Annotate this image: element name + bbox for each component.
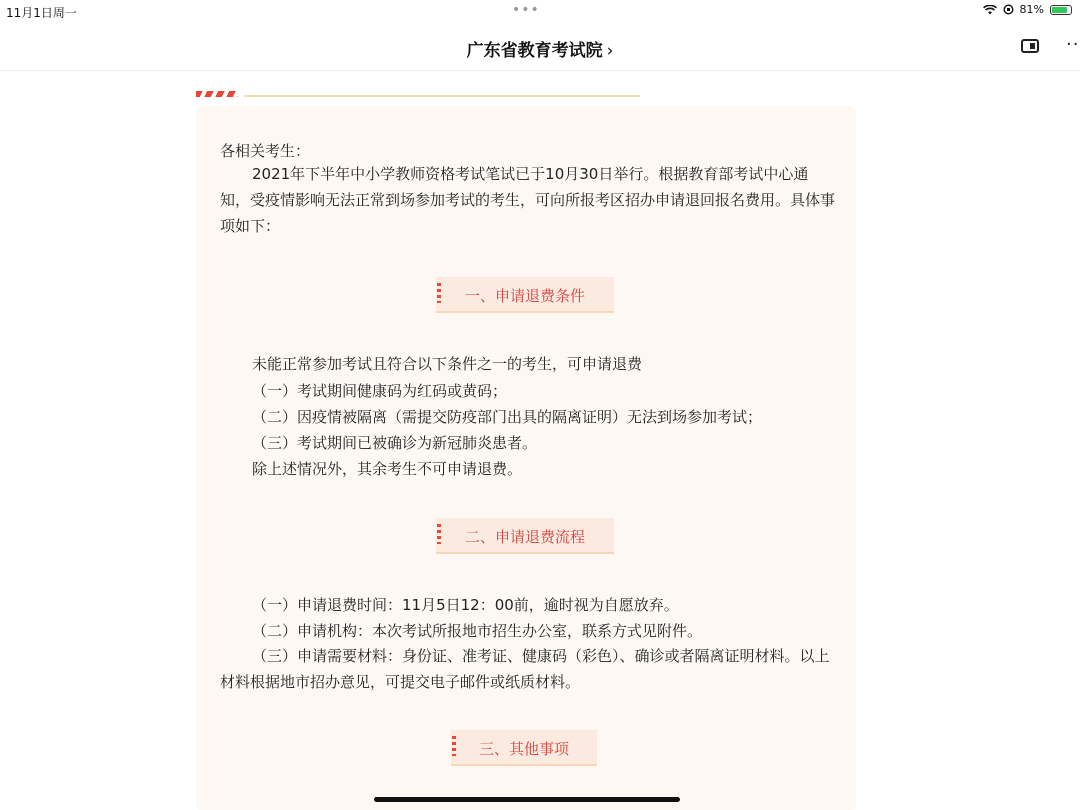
battery-percent: 81%: [1019, 3, 1044, 16]
page-title[interactable]: [0, 36, 1080, 61]
greeting: 各相关考生：: [220, 142, 311, 160]
home-indicator[interactable]: [374, 797, 680, 802]
section-title: 二、申请退费流程: [464, 528, 585, 546]
more-icon[interactable]: ··: [1066, 34, 1080, 55]
list-item: （二）申请机构：本次考试所报地市招生办公室，联系方式见附件。: [252, 622, 703, 640]
section-title: 三、其他事项: [478, 740, 569, 758]
nav-bar: [0, 24, 1080, 71]
multitasking-dots[interactable]: •••: [512, 2, 540, 18]
wifi-icon: [983, 5, 997, 15]
stripe-decoration: [196, 91, 238, 97]
conditions-closing: 除上述情况外，其余考生不可申请退费。: [252, 460, 523, 478]
list-item: （一）申请退费时间：11月5日12：00前，逾时视为自愿放弃。: [252, 596, 679, 614]
status-right: [983, 3, 1072, 16]
list-item: （二）因疫情被隔离（需提交防疫部门出具的隔离证明）无法到场参加考试；: [252, 408, 763, 426]
section-title: 一、申请退费条件: [464, 287, 585, 305]
section-heading-other: [451, 730, 597, 766]
list-item: （三）申请需要材料：身份证、准考证、健康码（彩色）、确诊或者隔离证明材料。以上材料根据地市招办意见，可提交电子邮件或纸质材料。: [220, 647, 830, 691]
orientation-lock-icon: [1003, 4, 1014, 15]
section-heading-process: [436, 518, 614, 554]
reader-mode-icon[interactable]: [1021, 39, 1039, 53]
chevron-right-icon: ›: [606, 41, 614, 61]
status-bar: [0, 0, 1080, 24]
battery-icon: [1050, 5, 1072, 15]
list-item: （三）考试期间已被确诊为新冠肺炎患者。: [252, 434, 538, 452]
conditions-lead: 未能正常参加考试且符合以下条件之一的考生，可申请退费: [252, 355, 643, 373]
battery-level: [1052, 7, 1067, 13]
divider: [244, 95, 640, 97]
intro-paragraph: 2021年下半年中小学教师资格考试笔试已于10月30日举行。根据教育部考试中心通知，受疫情影响无法正常到场参加考试的考生，可向所报考区招办申请退回报名费用。具体事项如下：: [220, 165, 836, 235]
status-time: 11月1日周一: [6, 6, 77, 20]
header-decoration: [196, 90, 642, 100]
page-title-text: 广东省教育考试院: [466, 41, 603, 61]
section-heading-conditions: [436, 277, 614, 313]
list-item: （一）考试期间健康码为红码或黄码；: [252, 382, 508, 400]
